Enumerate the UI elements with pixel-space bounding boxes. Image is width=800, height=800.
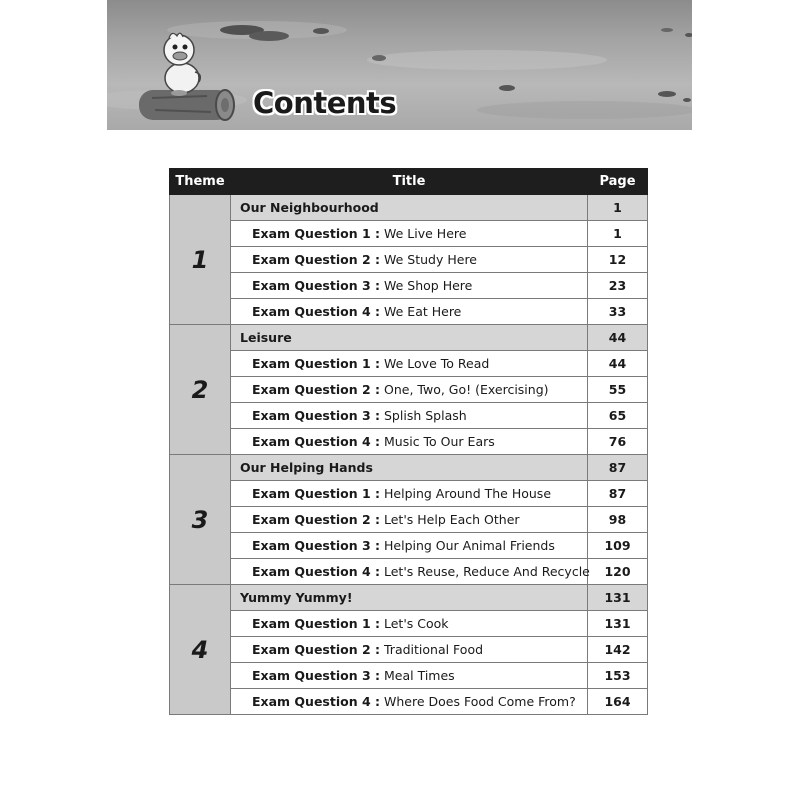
- question-title: Meal Times: [384, 668, 455, 683]
- column-header-title: Title: [231, 169, 588, 195]
- question-title: Let's Cook: [384, 616, 449, 631]
- table-row: [170, 403, 648, 429]
- question-label: Exam Question 3 :: [252, 668, 381, 683]
- question-title-cell: [231, 377, 588, 403]
- theme-number: 1: [170, 195, 231, 325]
- question-label: Exam Question 2 :: [252, 512, 381, 527]
- table-row: [170, 221, 648, 247]
- column-header-theme: Theme: [170, 169, 231, 195]
- question-label: Exam Question 3 :: [252, 408, 381, 423]
- theme-page-number: 1: [588, 195, 648, 221]
- theme-title: Yummy Yummy!: [231, 585, 588, 611]
- question-title-cell: [231, 507, 588, 533]
- question-title-cell: [231, 689, 588, 715]
- table-row: [170, 273, 648, 299]
- question-title-cell: [231, 429, 588, 455]
- question-page-number: 98: [588, 507, 648, 533]
- question-label: Exam Question 1 :: [252, 486, 381, 501]
- question-page-number: 33: [588, 299, 648, 325]
- theme-number: 2: [170, 325, 231, 455]
- question-title: We Study Here: [384, 252, 477, 267]
- question-title: We Love To Read: [384, 356, 490, 371]
- table-row: [170, 481, 648, 507]
- theme-title: Our Neighbourhood: [231, 195, 588, 221]
- question-title-cell: [231, 299, 588, 325]
- theme-row: [170, 585, 648, 611]
- question-label: Exam Question 1 :: [252, 226, 381, 241]
- theme-page-number: 87: [588, 455, 648, 481]
- question-title: We Shop Here: [384, 278, 473, 293]
- question-label: Exam Question 1 :: [252, 616, 381, 631]
- question-page-number: 164: [588, 689, 648, 715]
- question-title-cell: [231, 637, 588, 663]
- question-title: Helping Our Animal Friends: [384, 538, 555, 553]
- question-title: Where Does Food Come From?: [384, 694, 576, 709]
- question-title: Helping Around The House: [384, 486, 552, 501]
- question-title-cell: [231, 533, 588, 559]
- theme-page-number: 131: [588, 585, 648, 611]
- question-title: Traditional Food: [384, 642, 484, 657]
- question-title-cell: [231, 221, 588, 247]
- question-title: One, Two, Go! (Exercising): [384, 382, 549, 397]
- table-row: [170, 507, 648, 533]
- column-header-page: Page: [588, 169, 648, 195]
- question-title: Music To Our Ears: [384, 434, 495, 449]
- table-row: [170, 351, 648, 377]
- theme-page-number: 44: [588, 325, 648, 351]
- question-page-number: 23: [588, 273, 648, 299]
- table-row: [170, 299, 648, 325]
- page-title: Contents: [253, 86, 397, 120]
- table-row: [170, 533, 648, 559]
- question-title: Let's Reuse, Reduce And Recycle: [384, 564, 590, 579]
- question-label: Exam Question 4 :: [252, 564, 381, 579]
- question-label: Exam Question 3 :: [252, 278, 381, 293]
- question-page-number: 1: [588, 221, 648, 247]
- theme-title: Our Helping Hands: [231, 455, 588, 481]
- question-title: Splish Splash: [384, 408, 467, 423]
- theme-number: 4: [170, 585, 231, 715]
- question-title: We Live Here: [384, 226, 467, 241]
- pond-illustration: [107, 0, 692, 130]
- table-row: [170, 429, 648, 455]
- table-row: [170, 663, 648, 689]
- header-banner: [107, 0, 692, 130]
- theme-title: Leisure: [231, 325, 588, 351]
- question-title: We Eat Here: [384, 304, 462, 319]
- theme-number: 3: [170, 455, 231, 585]
- table-row: [170, 247, 648, 273]
- question-label: Exam Question 2 :: [252, 642, 381, 657]
- question-page-number: 153: [588, 663, 648, 689]
- table-row: [170, 559, 648, 585]
- contents-table-body: [170, 195, 648, 715]
- question-page-number: 109: [588, 533, 648, 559]
- theme-row: [170, 195, 648, 221]
- question-page-number: 76: [588, 429, 648, 455]
- question-title-cell: [231, 247, 588, 273]
- question-page-number: 87: [588, 481, 648, 507]
- question-page-number: 142: [588, 637, 648, 663]
- duck-icon: [164, 33, 200, 96]
- book-page: [107, 0, 692, 800]
- question-title-cell: [231, 481, 588, 507]
- question-title-cell: [231, 273, 588, 299]
- question-page-number: 120: [588, 559, 648, 585]
- question-title-cell: [231, 403, 588, 429]
- table-row: [170, 637, 648, 663]
- table-row: [170, 377, 648, 403]
- theme-row: [170, 325, 648, 351]
- question-page-number: 44: [588, 351, 648, 377]
- question-page-number: 55: [588, 377, 648, 403]
- question-label: Exam Question 1 :: [252, 356, 381, 371]
- question-title-cell: [231, 663, 588, 689]
- question-label: Exam Question 3 :: [252, 538, 381, 553]
- table-row: [170, 611, 648, 637]
- question-title-cell: [231, 559, 588, 585]
- log-icon: [139, 90, 234, 120]
- theme-row: [170, 455, 648, 481]
- table-row: [170, 689, 648, 715]
- question-label: Exam Question 2 :: [252, 382, 381, 397]
- question-label: Exam Question 4 :: [252, 304, 381, 319]
- question-page-number: 131: [588, 611, 648, 637]
- question-page-number: 65: [588, 403, 648, 429]
- question-label: Exam Question 2 :: [252, 252, 381, 267]
- question-title: Let's Help Each Other: [384, 512, 520, 527]
- question-title-cell: [231, 351, 588, 377]
- question-label: Exam Question 4 :: [252, 434, 381, 449]
- question-page-number: 12: [588, 247, 648, 273]
- question-title-cell: [231, 611, 588, 637]
- table-header-row: [170, 169, 648, 195]
- contents-table: [169, 168, 648, 715]
- question-label: Exam Question 4 :: [252, 694, 381, 709]
